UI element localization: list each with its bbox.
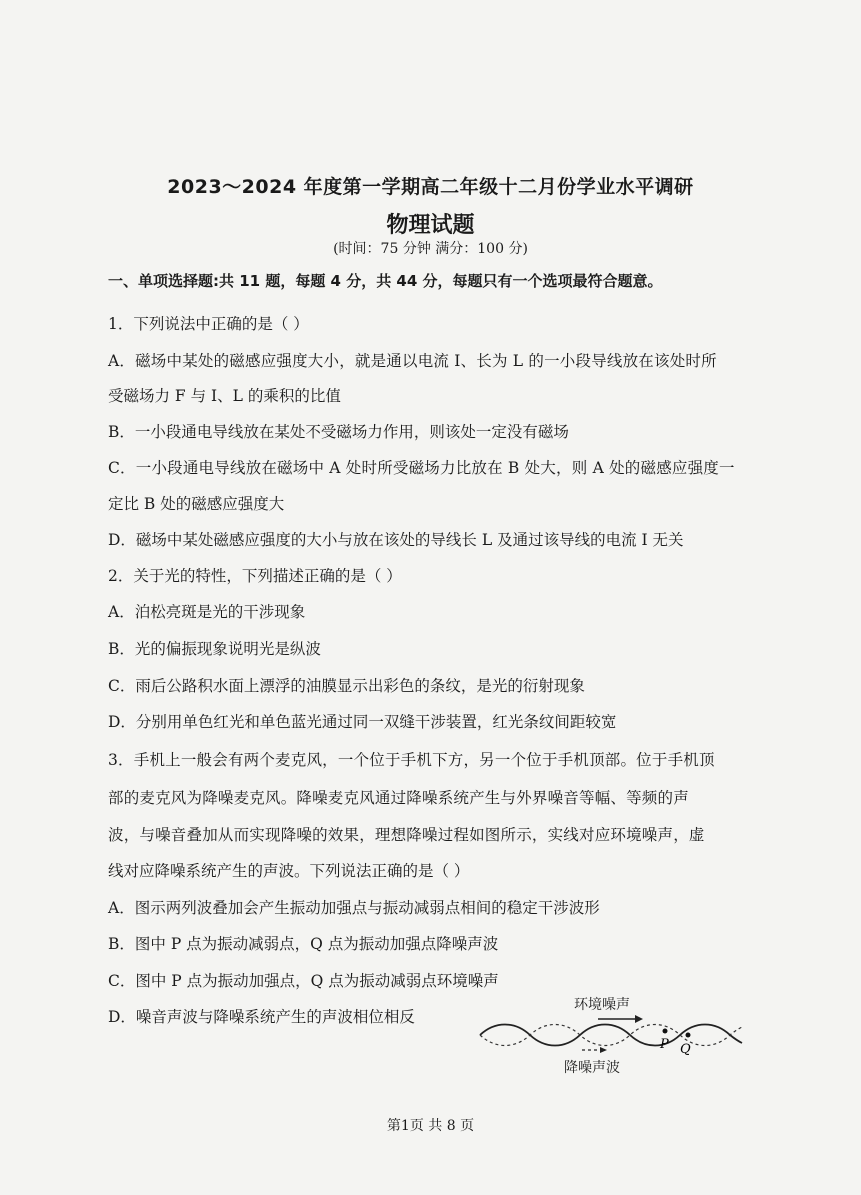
q2-stem: 2．关于光的特性，下列描述正确的是（ ） (108, 567, 402, 585)
q1-option-b: B．一小段通电导线放在某处不受磁场力作用，则该处一定没有磁场 (108, 423, 569, 441)
q3-option-c: C．图中 P 点为振动加强点，Q 点为振动减弱点环境噪声 (108, 972, 499, 990)
q3-stem-line3: 波，与噪音叠加从而实现降噪的效果，理想降噪过程如图所示，实线对应环境噪声，虚 (108, 826, 705, 844)
q2-option-d: D．分别用单色红光和单色蓝光通过同一双缝干涉装置，红光条纹间距较宽 (108, 713, 617, 731)
q1-option-a-line1: A．磁场中某处的磁感应强度大小，就是通以电流 I、长为 L 的一小段导线放在该处时所 (108, 352, 717, 370)
point-p-label: P (660, 1037, 669, 1052)
q3-option-b: B．图中 P 点为振动减弱点，Q 点为振动加强点降噪声波 (108, 935, 499, 953)
q1-option-c-line2: 定比 B 处的磁感应强度大 (108, 495, 285, 513)
q2-option-b: B．光的偏振现象说明光是纵波 (108, 640, 321, 658)
q3-stem-line2: 部的麦克风为降噪麦克风。降噪麦克风通过降噪系统产生与外界噪音等幅、等频的声 (108, 789, 689, 807)
point-q-marker (686, 1033, 691, 1038)
figure-label-cancel-wave: 降噪声波 (564, 1060, 620, 1076)
q2-option-a: A．泊松亮斑是光的干涉现象 (108, 603, 306, 621)
q1-option-d: D．磁场中某处磁感应强度的大小与放在该处的导线长 L 及通过该导线的电流 I 无关 (108, 531, 684, 549)
q1-option-a-line2: 受磁场力 F 与 I、L 的乘积的比值 (108, 387, 341, 405)
q2-option-c: C．雨后公路积水面上漂浮的油膜显示出彩色的条纹，是光的衍射现象 (108, 677, 585, 695)
ambient-noise-arrowhead (635, 1015, 643, 1023)
exam-title: 2023～2024 年度第一学期高二年级十二月份学业水平调研 (167, 176, 694, 198)
point-p-marker (663, 1029, 668, 1034)
exam-time-info: (时间：75 分钟 满分：100 分) (333, 241, 528, 257)
q1-option-c-line1: C．一小段通电导线放在磁场中 A 处时所受磁场力比放在 B 处大，则 A 处的磁感应强度一 (108, 459, 735, 477)
q3-stem-line4: 线对应降噪系统产生的声波。下列说法正确的是（ ） (108, 862, 470, 880)
q3-option-d: D．噪音声波与降噪系统产生的声波相位相反 (108, 1008, 415, 1026)
section-heading: 一、单项选择题:共 11 题，每题 4 分，共 44 分，每题只有一个选项最符合题意。 (108, 272, 663, 290)
q3-stem-line1: 3．手机上一般会有两个麦克风，一个位于手机下方，另一个位于手机顶部。位于手机顶 (108, 751, 715, 769)
wave-interference-figure (470, 1005, 760, 1065)
cancel-wave-arrowhead (600, 1047, 607, 1053)
q1-stem: 1．下列说法中正确的是（ ） (108, 315, 309, 333)
exam-subject: 物理试题 (386, 213, 475, 238)
page-footer: 第1页 共 8 页 (386, 1118, 475, 1134)
figure-label-ambient-noise: 环境噪声 (574, 997, 630, 1013)
q3-option-a: A．图示两列波叠加会产生振动加强点与振动减弱点相间的稳定干涉波形 (108, 899, 600, 917)
point-q-label: Q (680, 1042, 691, 1057)
